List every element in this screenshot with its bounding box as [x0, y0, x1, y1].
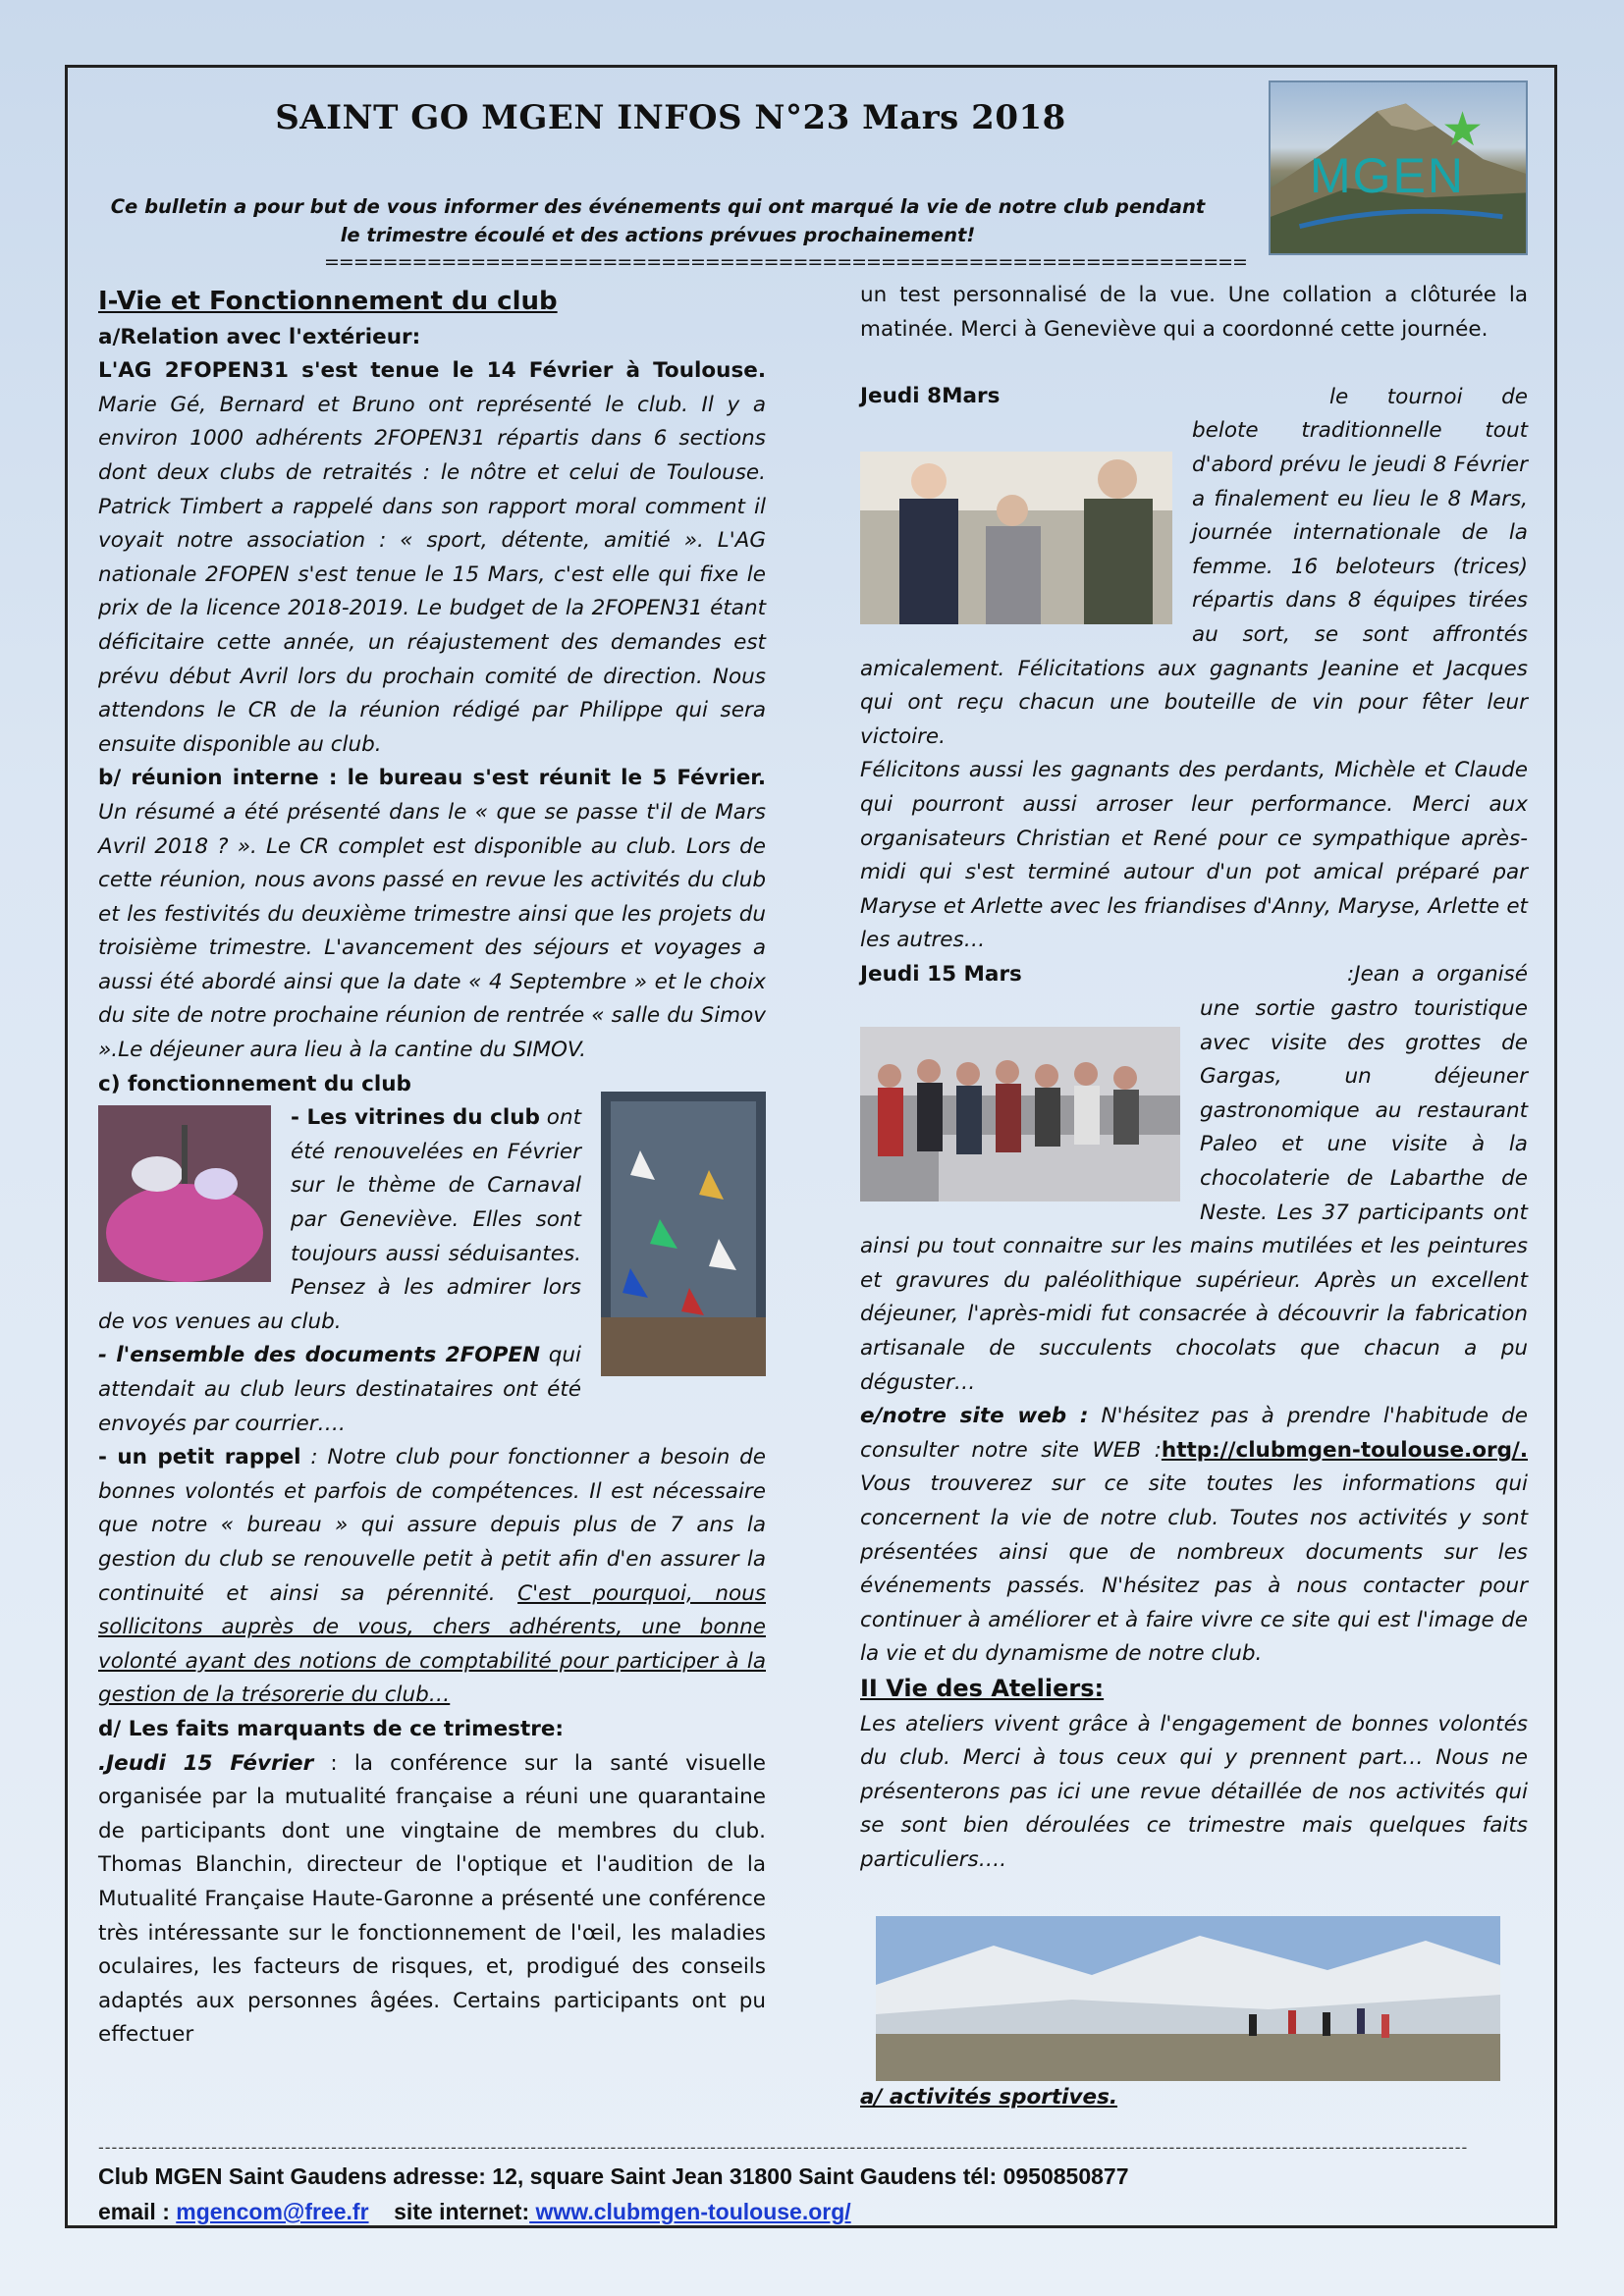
- site-web-lead: e/notre site web :: [860, 1404, 1089, 1429]
- site-label: site internet:: [368, 2199, 530, 2224]
- heading-reunion-interne: b/ réunion interne: [98, 766, 319, 791]
- section-title-vie-club: I-Vie et Fonctionnement du club: [98, 287, 558, 316]
- site-web-text-2: Vous trouverez sur ce site toutes les informations qui concernent la vie de notre club. Toutes nos activités y sont présentées ainsi que de nombreux documents sur les événements passés. N'hésitez pas à nous contacter pour continuer à améliorer et à faire vivre ce site qui est l'image de la vie et du dynamisme de notre club.: [860, 1471, 1528, 1667]
- randonnee-neige-photo: [876, 1916, 1500, 2081]
- documents-lead: - l'ensemble des documents 2FOPEN: [98, 1343, 541, 1368]
- activites-sportives-caption: a/ activités sportives.: [860, 2085, 1118, 2109]
- jeudi-8-mars-lead: Jeudi 8Mars: [860, 384, 1001, 409]
- documents-text: qui attendait au club leurs destinataires ont été envoyés par courrier….: [98, 1343, 581, 1436]
- rappel-appel-benevole: C'est pourquoi, nous sollicitons auprès de vous, chers adhérents, une bonne volonté ayant des notions de comptabilité pour participer à la gestion de la trésorerie du club…: [98, 1580, 767, 1708]
- rappel-text: : Notre club pour fonctionner a besoin de bonnes volontés et parfois de compétences. Il est nécessaire que notre « bureau » qui assure depuis plus de 7 ans la gestion du club se renouvelle petit à petit afin d'en assurer la continuité et ainsi sa pérennité.: [98, 1445, 767, 1606]
- belote-text-1: le tournoi de belote traditionnelle tout d'abord prévu le jeudi 8 Février a finalement eu lieu le 8 Mars, journée internationale de la femme. 16 beloteurs (trices) répartis dans 8 équipes tirées au sort, se sont affrontés amicalement. Félicitations aux gagnants Jeanine et Jacques qui ont reçu chacun une bouteille de vin pour fêter leur victoire.: [860, 384, 1528, 749]
- ateliers-text: Les ateliers vivent grâce à l'engagement de bonnes volontés du club. Merci à tous ceux qui y prennent part… Nous ne présenterons pas ici une revue détaillée de nos activités qui se sont bien déroulées ce trimestre mais quelques faits particuliers….: [860, 1711, 1528, 1872]
- mgen-logo: [1269, 80, 1528, 255]
- footer-contact: [98, 2199, 851, 2225]
- section-title-ateliers: II Vie des Ateliers:: [860, 1674, 1105, 1702]
- vitrines-lead: - Les vitrines du club: [291, 1105, 540, 1131]
- email-label: email :: [98, 2199, 177, 2224]
- ag-lead: L'AG 2FOPEN31 s'est tenue le 14 Février à Toulouse.: [98, 358, 766, 384]
- heading-fonctionnement: c) fonctionnement du club: [98, 1071, 411, 1096]
- site-web-link[interactable]: http://clubmgen-toulouse.org/.: [1161, 1437, 1528, 1463]
- star-icon: ★: [1441, 102, 1485, 157]
- chocolaterie-photo: [860, 1027, 1180, 1201]
- logo-text: MGEN: [1310, 148, 1465, 203]
- club-address: Club MGEN Saint Gaudens adresse: 12, square Saint Jean 31800 Saint Gaudens tél: 0950850877: [98, 2163, 1129, 2189]
- page-title: SAINT GO MGEN INFOS N°23 Mars 2018: [275, 98, 1066, 137]
- jeudi-15-fevrier-lead: .Jeudi 15 Février: [98, 1750, 314, 1776]
- email-link[interactable]: mgencom@free.fr: [176, 2199, 369, 2224]
- site-internet-link[interactable]: www.clubmgen-toulouse.org/: [529, 2199, 851, 2224]
- right-column: [860, 279, 1528, 1878]
- reunion-text: Un résumé a été présenté dans le « que se passe t'il de Mars Avril 2018 ? ». Le CR complet est disponible au club. Lors de cette réunion, nous avons passé en revue les activités du club et les festivités du deuxième trimestre ainsi que les projets du troisième trimestre. L'avancement des séjours et voyages a aussi été abordé ainsi que la date « 4 Septembre » et le choix du site de notre prochaine réunion de rentrée « salle du Simov ».Le déjeuner aura lieu à la cantine du SIMOV.: [98, 799, 766, 1063]
- jeudi-15-mars-lead: Jeudi 15 Mars: [860, 961, 1022, 987]
- belote-text-2: Félicitons aussi les gagnants des perdants, Michèle et Claude qui pourront aussi arroser leur performance. Merci aux organisateurs Christian et René pour ce sympathique après-midi qui s'est terminé autour d'un pot amical préparé par Maryse et Arlette avec les friandises d'Anny, Maryse, Arlette et les autres…: [860, 758, 1528, 953]
- heading-faits-marquants: d/ Les faits marquants de ce trimestre:: [98, 1716, 565, 1741]
- jeudi-15-fevrier-text: : la conférence sur la santé visuelle organisée par la mutualité française a réuni une quarantaine de participants dont une vingtaine de membres du club. Thomas Blanchin, directeur de l'optique et l'audition de la Mutualité Française Haute-Garonne a présenté une conférence très intéressante sur le fonctionnement de l'œil, les maladies oculaires, les facteurs de risques, et, prodigué des conseils adaptés aux personnes âgées. Certains participants ont pu effectuer: [98, 1750, 766, 2048]
- separator-line: ===============================================================: [324, 251, 1247, 273]
- reunion-lead: : le bureau s'est réunit le 5 Février.: [318, 766, 766, 791]
- ag-text: Marie Gé, Bernard et Bruno ont représenté le club. Il y a environ 1000 adhérents 2FOPEN31 répartis dans 6 sections dont deux clubs de retraités : le nôtre et celui de Toulouse. Patrick Timbert a rappelé dans son rapport moral comment il voyait notre association : « sport, détente, amitié ». L'AG nationale 2FOPEN s'est tenue le 15 Mars, c'est elle qui fixe le prix de la licence 2018-2019. Le budget de la 2FOPEN31 étant déficitaire cette année, un réajustement des demandes est prévu début Avril lors du prochain comité de direction. Nous attendons le CR de la réunion rédigé par Philippe qui sera ensuite disponible au club.: [98, 392, 766, 757]
- vitrines-text: ont été renouvelées en Février sur le thème de Carnaval par Geneviève. Elles sont toujours aussi séduisantes. Pensez à les admirer lors de vos venues au club.: [98, 1105, 582, 1334]
- vitrine-photo-left: [98, 1105, 271, 1282]
- vitrine-photo-right: [601, 1092, 766, 1376]
- rappel-lead: - un petit rappel: [98, 1445, 301, 1470]
- left-column: [98, 285, 766, 2053]
- site-web-text-1: N'hésitez pas à prendre l'habitude de consulter notre site WEB :: [860, 1404, 1528, 1463]
- belote-photo: [860, 452, 1172, 624]
- sortie-gastro-text: :Jean a organisé une sortie gastro touristique avec visite des grottes de Gargas, un déjeuner gastronomique au restaurant Paleo et une visite à la chocolaterie de Labarthe de Neste. Les 37 participants ont ainsi pu tout connaitre sur les mains mutilées et les peintures et gravures du paléolithique supérieur. Après un excellent déjeuner, l'après-midi fut consacrée à découvrir la fabrication artisanale de succulents chocolats que chacun a pu déguster…: [860, 962, 1528, 1395]
- heading-relation-exterieur: a/Relation avec l'extérieur:: [98, 324, 421, 349]
- bulletin-intro: Ce bulletin a pour but de vous informer des événements qui ont marqué la vie de notre club pendant le trimestre écoulé et des actions prévues prochainement!: [110, 195, 1206, 246]
- conference-suite: un test personnalisé de la vue. Une collation a clôturée la matinée. Merci à Geneviève qui a coordonné cette journée.: [860, 283, 1528, 342]
- footer-rule: --------------------------------------------------------------------------------------------------------------------------------------------------------------------------------------------------------------: [98, 2138, 1469, 2157]
